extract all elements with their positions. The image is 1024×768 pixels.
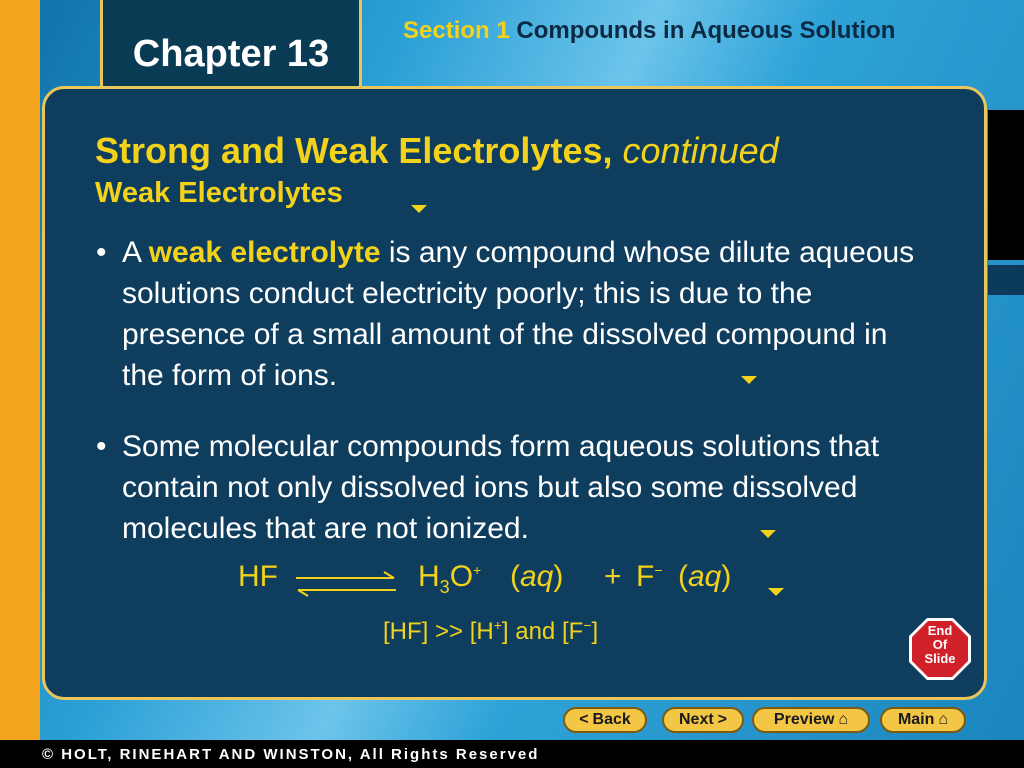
left-color-strip: [0, 0, 40, 740]
ratio-h: [H: [469, 618, 494, 645]
right-dark-band-lower: [988, 265, 1024, 295]
section-title: Compounds in Aqueous Solution: [516, 17, 896, 44]
eq-plus: +: [604, 560, 622, 593]
bullet-text-2: Some molecular compounds form aqueous solutions that contain not only dissolved ions but also some dissolved molecules that are not ionized.: [122, 430, 880, 545]
eq-state-2-text: aq: [688, 560, 722, 593]
end-label-line1: End: [927, 623, 953, 638]
bullet-dot: •: [96, 236, 107, 269]
chevron-right-icon: >: [717, 711, 728, 728]
bullet-dot: •: [96, 430, 107, 463]
eq-sub-3: 3: [439, 577, 450, 597]
next-button-label: Next: [678, 711, 714, 728]
bullet-item-2: [96, 426, 936, 551]
eq-o: O: [449, 560, 474, 593]
eq-state-1-text: aq: [520, 560, 554, 593]
end-label-line2: Of: [932, 637, 948, 652]
eq-state-2: (aq): [678, 560, 732, 593]
bullet-1-post: is any compound whose dilute aqueous solutions conduct electricity poorly; this is due to the presence of a small amount of the dissolved compound in the form of ions.: [122, 236, 915, 392]
concentration-ratio: [383, 617, 598, 646]
copyright-text: © HOLT, RINEHART AND WINSTON, All Rights Reserved: [42, 746, 540, 763]
bullet-text-1: [122, 232, 922, 396]
term-weak-electrolyte: weak electrolyte: [148, 236, 381, 269]
eq-state-1: (aq): [510, 560, 564, 593]
home-icon: ⌂: [838, 711, 849, 728]
slide-subtitle-text: Weak Electrolytes: [95, 177, 343, 209]
advance-arrow-icon[interactable]: [741, 376, 757, 384]
ratio-close: ]: [591, 618, 599, 645]
next-button[interactable]: [662, 707, 744, 733]
back-button[interactable]: [563, 707, 647, 733]
advance-arrow-icon[interactable]: [760, 530, 776, 538]
slide-title: [95, 130, 779, 172]
main-button-label: Main: [897, 711, 935, 728]
eq-product-2: [636, 560, 663, 594]
ratio-f-charge: −: [583, 617, 592, 633]
slide-title-text: Strong and Weak Electrolytes,: [95, 130, 613, 171]
preview-button-label: Preview: [773, 711, 835, 728]
right-dark-band: [988, 110, 1024, 260]
eq-h: H: [418, 560, 440, 593]
ratio-h-charge: +: [493, 617, 502, 633]
section-header: [403, 14, 923, 47]
end-of-slide-label: [908, 624, 972, 666]
chapter-title: Chapter 13: [132, 33, 330, 75]
eq-charge-minus: −: [654, 562, 663, 578]
ratio-hf: [HF]: [383, 618, 429, 645]
equilibrium-arrows-icon: [294, 570, 398, 598]
ratio-and-f: ] and [F: [501, 618, 584, 645]
slide-title-continued: continued: [622, 130, 779, 171]
main-button[interactable]: [880, 707, 966, 733]
section-label: Section 1: [403, 17, 510, 44]
slide-subtitle: [95, 177, 343, 210]
chevron-left-icon: <: [579, 711, 589, 728]
bullet-item-1: [96, 232, 936, 392]
eq-f: F: [636, 560, 655, 593]
back-button-label: Back: [592, 711, 631, 728]
eq-product-1: [418, 560, 481, 598]
advance-arrow-icon[interactable]: [411, 205, 427, 213]
eq-charge-plus: +: [473, 562, 482, 578]
home-icon: ⌂: [938, 711, 949, 728]
end-label-line3: Slide: [924, 651, 956, 666]
eq-reactant: HF: [238, 560, 278, 593]
advance-arrow-icon[interactable]: [768, 588, 784, 596]
ratio-gtgt: >>: [435, 618, 464, 645]
bullet-1-pre: A: [122, 236, 149, 269]
preview-button[interactable]: [752, 707, 870, 733]
